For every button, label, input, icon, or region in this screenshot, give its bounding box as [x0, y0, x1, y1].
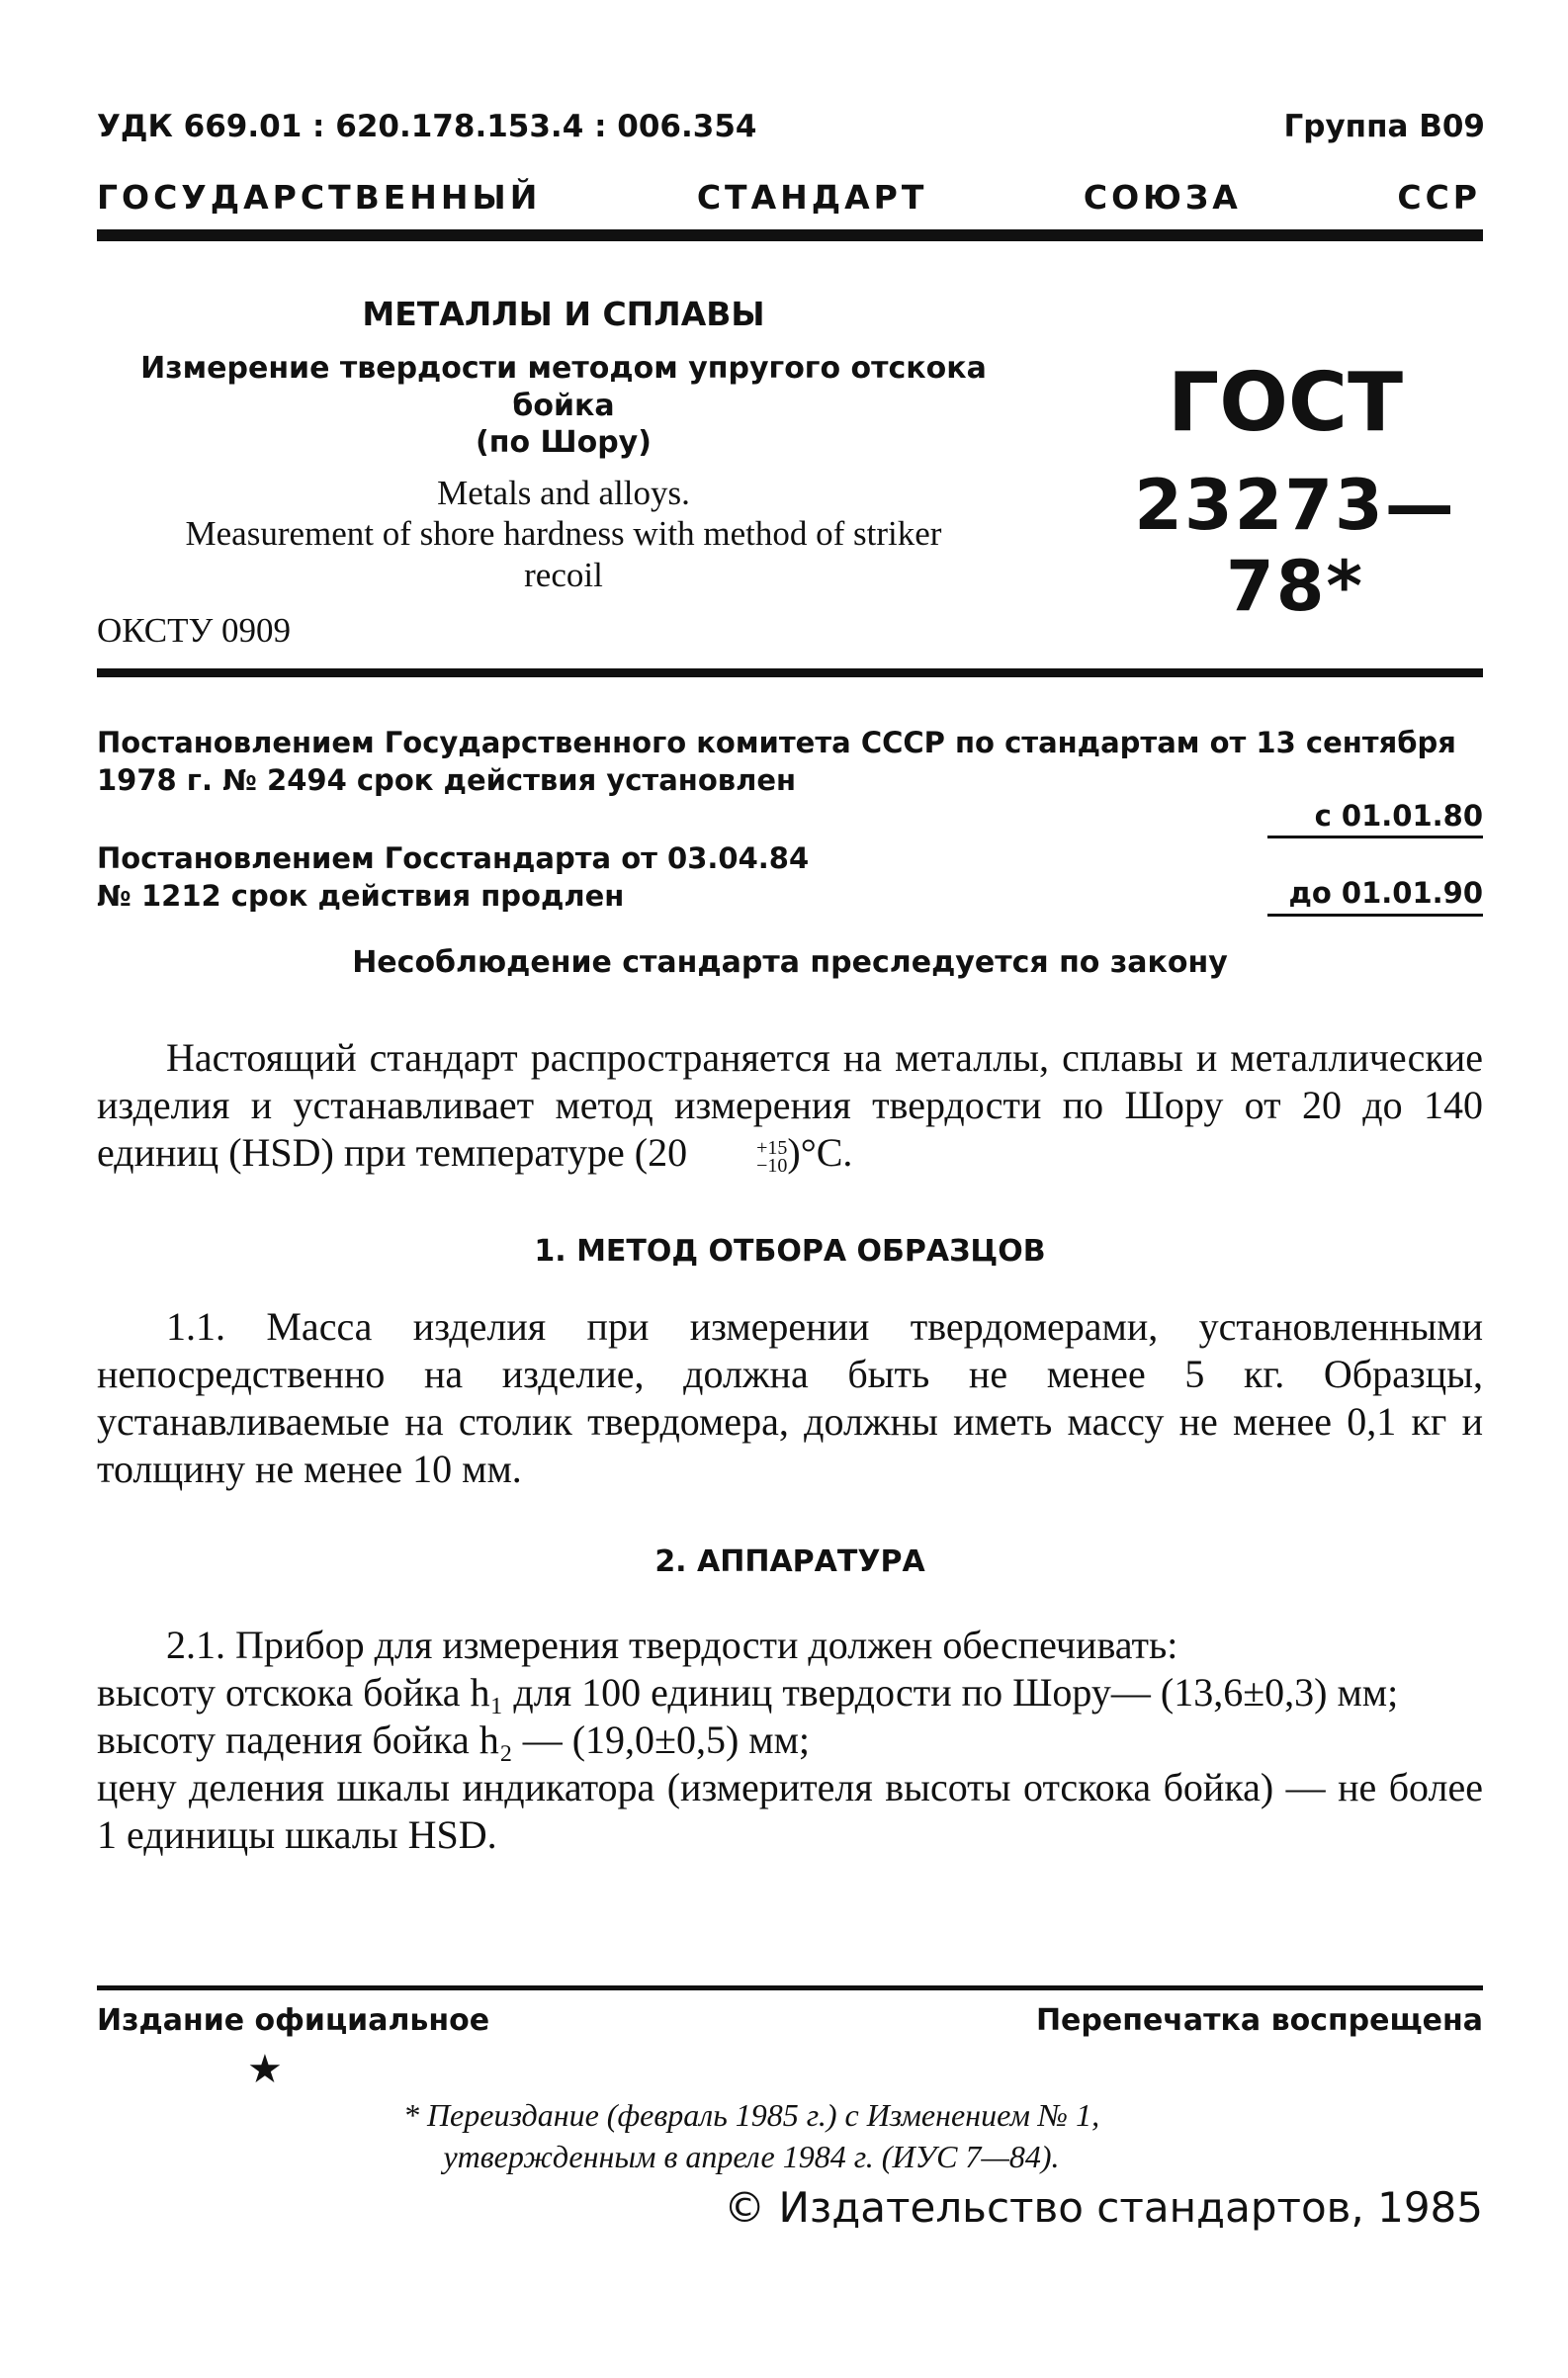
intro-text: Настоящий стандарт распространяется на металлы, сплавы и металлические изделия и устанавливает метод измерения твердости по Шору от 20 до 140 единиц (HSD) при температуре (20 — [97, 1035, 1483, 1175]
state-word-3: СОЮЗА — [1083, 178, 1242, 217]
okstu-code: ОКСТУ 0909 — [97, 611, 292, 650]
reissue-note-line-1: * Переиздание (февраль 1985 г.) с Изменением № 1, — [402, 2097, 1100, 2133]
temperature-minus-tolerance: −10 — [756, 1154, 788, 1177]
middle-divider — [97, 668, 1483, 677]
section-1-heading: 1. МЕТОД ОТБОРА ОБРАЗЦОВ — [534, 1234, 1046, 1269]
paragraph-2-1 — [97, 1622, 1483, 1859]
decree-2-line-1: Постановлением Госстандарта от 03.04.84 — [97, 841, 810, 875]
english-title — [99, 473, 1028, 595]
state-word-2: СТАНДАРТ — [696, 178, 928, 217]
gost-label: ГОСТ — [1167, 356, 1404, 450]
decree-2 — [97, 840, 987, 915]
subtitle-line-2: (по Шору) — [476, 425, 652, 460]
english-title-line-1: Metals and alloys. — [437, 474, 690, 512]
subtitle-line-1: Измерение твердости методом упругого отскока бойка — [140, 351, 987, 423]
english-title-line-2: Measurement of shore hardness with method of striker — [185, 514, 942, 554]
bottom-divider — [97, 1985, 1483, 1990]
violation-notice: Несоблюдение стандарта преследуется по закону — [352, 945, 1228, 980]
paragraph-2-1-line-1: 2.1. Прибор для измерения твердости должен обеспечивать: — [166, 1623, 1178, 1667]
publisher-copyright: © Издательство стандартов, 1985 — [724, 2183, 1483, 2232]
paragraph-1-1: 1.1. Масса изделия при измерении твердомерами, установленными непосредственно на изделие, должна быть не менее 5 кг. Образцы, устанавливаемые на столик твердомера, должны иметь массу не менее 0,1 кг и толщину не менее 10 мм. — [97, 1304, 1483, 1491]
udk-code: УДК 669.01 : 620.178.153.4 : 006.354 — [97, 109, 757, 144]
date-from-underline — [1267, 836, 1483, 838]
state-word-1: ГОСУДАРСТВЕННЫЙ — [97, 178, 542, 217]
reissue-note — [257, 2094, 1246, 2177]
decree-1: Постановлением Государственного комитета СССР по стандартам от 13 сентября 1978 г. № 2494 срок действия установлен — [97, 726, 1456, 797]
temperature-plus-tolerance: +15 — [756, 1136, 788, 1159]
document-subtitle — [99, 350, 1028, 462]
gost-number: 23273—78* — [1134, 465, 1456, 627]
section-2-heading: 2. АППАРАТУРА — [654, 1544, 925, 1579]
official-edition-label: Издание официальное — [97, 2003, 490, 2038]
reprint-prohibited-label: Перепечатка воспрещена — [1035, 2003, 1483, 2038]
group-code: Группа В09 — [1283, 109, 1485, 144]
paragraph-2-1-line-2: высоту отскока бойка h₁ для 100 единиц твердости по Шору— (13,6±0,3) мм; — [97, 1670, 1399, 1715]
intro-paragraph — [97, 1034, 1483, 1177]
document-title: МЕТАЛЛЫ И СПЛАВЫ — [362, 295, 765, 333]
state-word-4: ССР — [1397, 178, 1481, 217]
decree-2-line-2: № 1212 срок действия продлен — [97, 878, 625, 913]
intro-end: )°С. — [787, 1130, 853, 1175]
state-standard-heading — [97, 178, 1481, 217]
star-icon: ★ — [247, 2047, 283, 2092]
top-divider — [97, 229, 1483, 241]
effective-date-to: до 01.01.90 — [1288, 876, 1483, 910]
paragraph-2-1-line-4: цену деления шкалы индикатора (измерителя высоты отскока бойка) — не более 1 единицы шкалы HSD. — [97, 1765, 1483, 1857]
paragraph-2-1-line-3: высоту падения бойка h₂ — (19,0±0,5) мм; — [97, 1717, 811, 1762]
english-title-line-3: recoil — [524, 555, 603, 594]
reissue-note-line-2: утвержденным в апреле 1984 г. (ИУС 7—84). — [443, 2139, 1060, 2174]
effective-date-from: с 01.01.80 — [1314, 799, 1483, 833]
date-to-underline — [1267, 914, 1483, 917]
